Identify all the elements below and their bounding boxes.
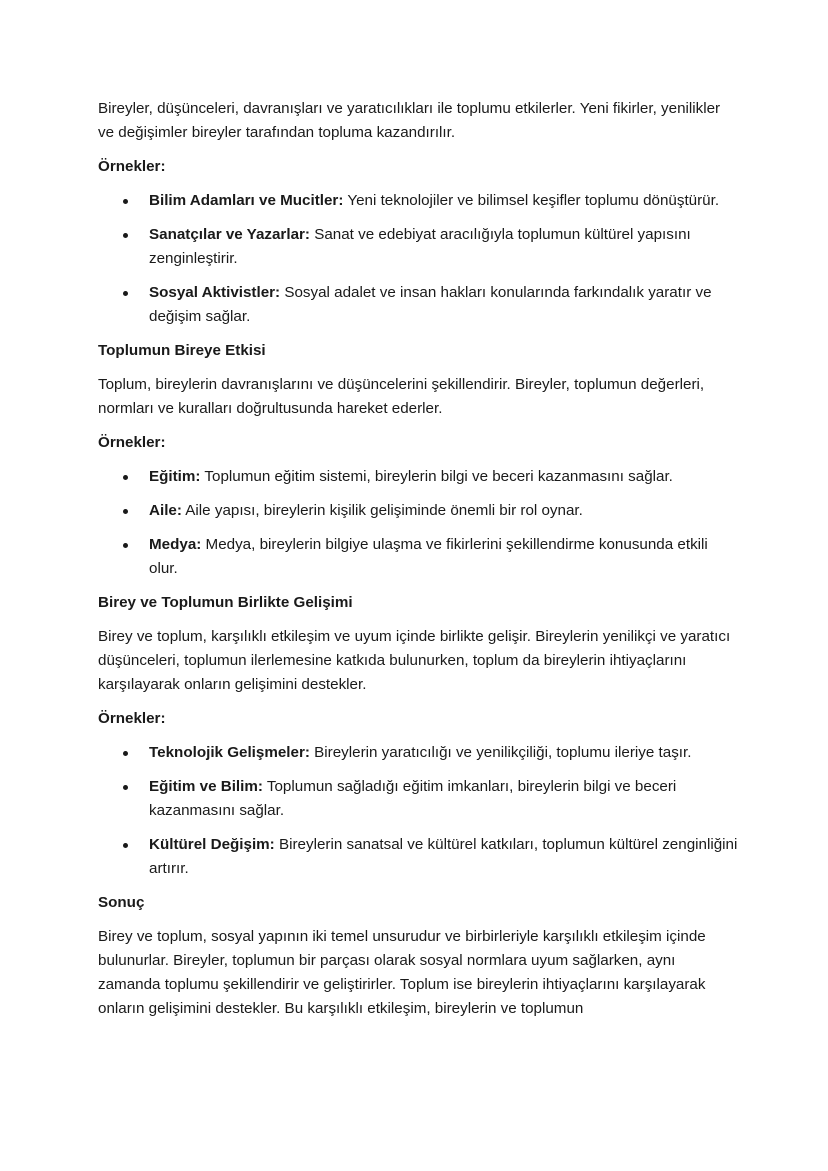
list-item-term: Sosyal Aktivistler: — [149, 284, 281, 301]
bullet-icon — [123, 751, 128, 756]
list-item-term: Eğitim ve Bilim: — [149, 778, 263, 795]
section-paragraph: Birey ve toplum, sosyal yapının iki temel unsurudur ve birbirleriyle karşılıklı etkileşim içinde bulunurlar. Bireyler, toplumun bir parçası olarak sosyal normlara uyum sağlarken, aynı zamanda toplumu şekillendirir ve geliştirirler. Toplum ise bireylerin ihtiyaçlarını karşılayarak onların gelişimini destekler. Bu karşılıklı etkileşim, bireylerin ve toplumun — [98, 928, 706, 1017]
list-item-text: Bireylerin yaratıcılığı ve yenilikçiliği, toplumu ileriye taşır. — [309, 744, 692, 761]
list-item-term: Bilim Adamları ve Mucitler: — [149, 192, 344, 209]
list-item — [98, 775, 738, 823]
list-item-text: Sanat ve edebiyat aracılığıyla toplumun kültürel yapısını zenginleştirir. — [149, 226, 691, 267]
bullet-icon — [123, 233, 128, 238]
list-item — [98, 833, 738, 881]
list-item-text: Yeni teknolojiler ve bilimsel keşifler toplumu dönüştürür. — [343, 192, 720, 209]
examples-list — [98, 465, 738, 581]
document-page — [98, 97, 738, 1031]
list-item-term: Eğitim: — [149, 468, 201, 485]
bullet-icon — [123, 291, 128, 296]
bullet-icon — [123, 543, 128, 548]
list-item-text: Aile yapısı, bireylerin kişilik gelişiminde önemli bir rol oynar. — [181, 502, 583, 519]
list-item-term: Kültürel Değişim: — [149, 836, 275, 853]
intro-paragraph: Bireyler, düşünceleri, davranışları ve yaratıcılıkları ile toplumu etkilerler. Yeni fikirler, yenilikler ve değişimler bireyler tarafından topluma kazandırılır. — [98, 100, 721, 141]
list-item — [98, 499, 738, 523]
list-item-text: Toplumun eğitim sistemi, bireylerin bilgi ve beceri kazanmasını sağlar. — [200, 468, 673, 485]
examples-list — [98, 741, 738, 881]
bullet-icon — [123, 785, 128, 790]
examples-label: Örnekler: — [98, 158, 166, 175]
examples-label: Örnekler: — [98, 710, 166, 727]
list-item — [98, 281, 738, 329]
list-item — [98, 533, 738, 581]
list-item-term: Teknolojik Gelişmeler: — [149, 744, 310, 761]
bullet-icon — [123, 199, 128, 204]
section-heading: Toplumun Bireye Etkisi — [98, 342, 266, 359]
list-item-term: Sanatçılar ve Yazarlar: — [149, 226, 310, 243]
list-item-text: Toplumun sağladığı eğitim imkanları, bireylerin bilgi ve beceri kazanmasını sağlar. — [149, 778, 677, 819]
examples-label: Örnekler: — [98, 434, 166, 451]
section-paragraph: Birey ve toplum, karşılıklı etkileşim ve uyum içinde birlikte gelişir. Bireylerin yenilikçi ve yaratıcı düşünceleri, toplumun ilerlemesine katkıda bulunurken, toplum da bireylerin ihtiyaçlarını karşılayarak onların gelişimini destekler. — [98, 628, 731, 693]
list-item-text: Medya, bireylerin bilgiye ulaşma ve fikirlerini şekillendirme konusunda etkili olur. — [149, 536, 708, 577]
section-heading: Sonuç — [98, 894, 145, 911]
list-item-text: Bireylerin sanatsal ve kültürel katkıları, toplumun kültürel zenginliğini artırır. — [149, 836, 738, 877]
bullet-icon — [123, 475, 128, 480]
list-item-term: Aile: — [149, 502, 182, 519]
examples-list — [98, 189, 738, 329]
list-item — [98, 223, 738, 271]
list-item-text: Sosyal adalet ve insan hakları konularında farkındalık yaratır ve değişim sağlar. — [149, 284, 712, 325]
list-item — [98, 741, 738, 765]
list-item-term: Medya: — [149, 536, 202, 553]
list-item — [98, 465, 738, 489]
bullet-icon — [123, 509, 128, 514]
bullet-icon — [123, 843, 128, 848]
section-heading: Birey ve Toplumun Birlikte Gelişimi — [98, 594, 353, 611]
section-paragraph: Toplum, bireylerin davranışlarını ve düşüncelerini şekillendirir. Bireyler, toplumun değerleri, normları ve kuralları doğrultusunda hareket ederler. — [98, 376, 705, 417]
list-item — [98, 189, 738, 213]
